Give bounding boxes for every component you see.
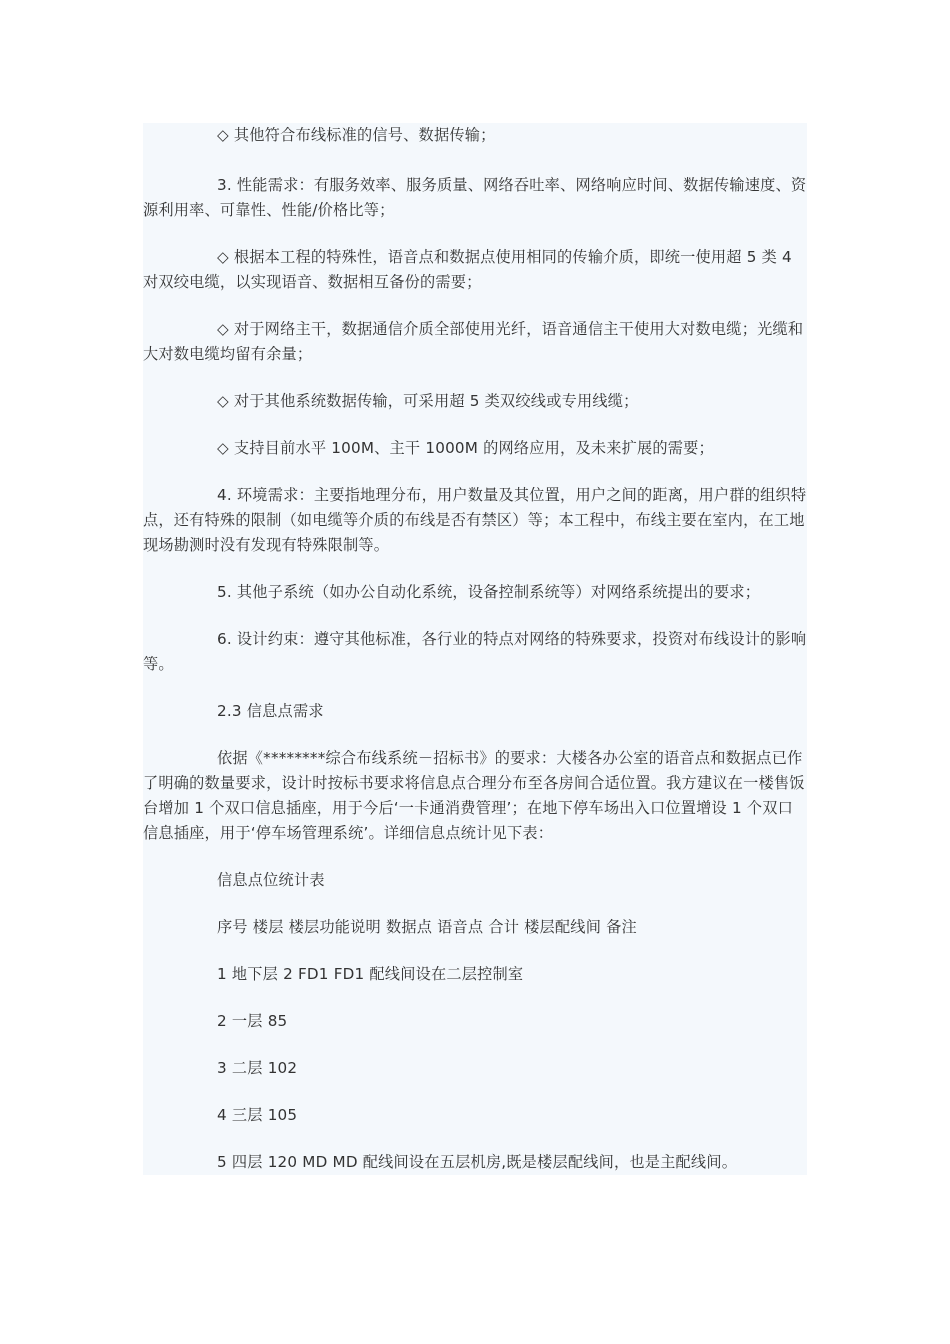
subsystem-requirements: 5. 其他子系统（如办公自动化系统，设备控制系统等）对网络系统提出的要求；	[217, 583, 761, 601]
table-row: 2 一层 85	[217, 1012, 288, 1030]
bullet-backbone: ◇ 对于网络主干，数据通信介质全部使用光纤，语音通信主干使用大对数电缆；光缆和大对数电缆均留有余量；	[143, 320, 804, 363]
bullet-network-speed: ◇ 支持目前水平 100M、主干 1000M 的网络应用，及未来扩展的需要；	[217, 439, 714, 457]
document-body	[143, 123, 807, 1175]
table-row: 4 三层 105	[217, 1106, 298, 1124]
table-title: 信息点位统计表	[217, 871, 325, 889]
performance-requirements: 3. 性能需求：有服务效率、服务质量、网络吞吐率、网络响应时间、数据传输速度、资源利用率、可靠性、性能/价格比等；	[143, 176, 807, 219]
bullet-same-medium: ◇ 根据本工程的特殊性，语音点和数据点使用相同的传输介质，即统一使用超 5 类 4 对双绞电缆，以实现语音、数据相互备份的需要；	[143, 248, 792, 291]
bullet-other-signals: ◇ 其他符合布线标准的信号、数据传输；	[217, 126, 496, 144]
table-header-row: 序号 楼层 楼层功能说明 数据点 语音点 合计 楼层配线间 备注	[217, 918, 637, 936]
info-point-basis: 依据《********综合布线系统－招标书》的要求：大楼各办公室的语音点和数据点已作了明确的数量要求，设计时按标书要求将信息点合理分布至各房间合适位置。我方建议在一楼售饭台增加 1 个双口信息插座，用于今后‘一卡通消费管理’；在地下停车场出入口位置增设 1 个双口信息插座，用于‘停车场管理系统’。详细信息点统计见下表：	[143, 749, 805, 842]
design-constraints: 6. 设计约束：遵守其他标准，各行业的特点对网络的特殊要求，投资对布线设计的影响等。	[143, 630, 807, 673]
environment-requirements: 4. 环境需求：主要指地理分布，用户数量及其位置，用户之间的距离，用户群的组织特点，还有特殊的限制（如电缆等介质的布线是否有禁区）等；本工程中，布线主要在室内，在工地现场勘测时没有发现有特殊限制等。	[143, 486, 807, 554]
section-heading: 2.3 信息点需求	[217, 702, 324, 720]
table-row: 3 二层 102	[217, 1059, 298, 1077]
bullet-other-systems: ◇ 对于其他系统数据传输，可采用超 5 类双绞线或专用线缆；	[217, 392, 639, 410]
table-row: 1 地下层 2 FD1 FD1 配线间设在二层控制室	[217, 965, 524, 983]
table-row: 5 四层 120 MD MD 配线间设在五层机房,既是楼层配线间，也是主配线间。	[217, 1153, 738, 1171]
